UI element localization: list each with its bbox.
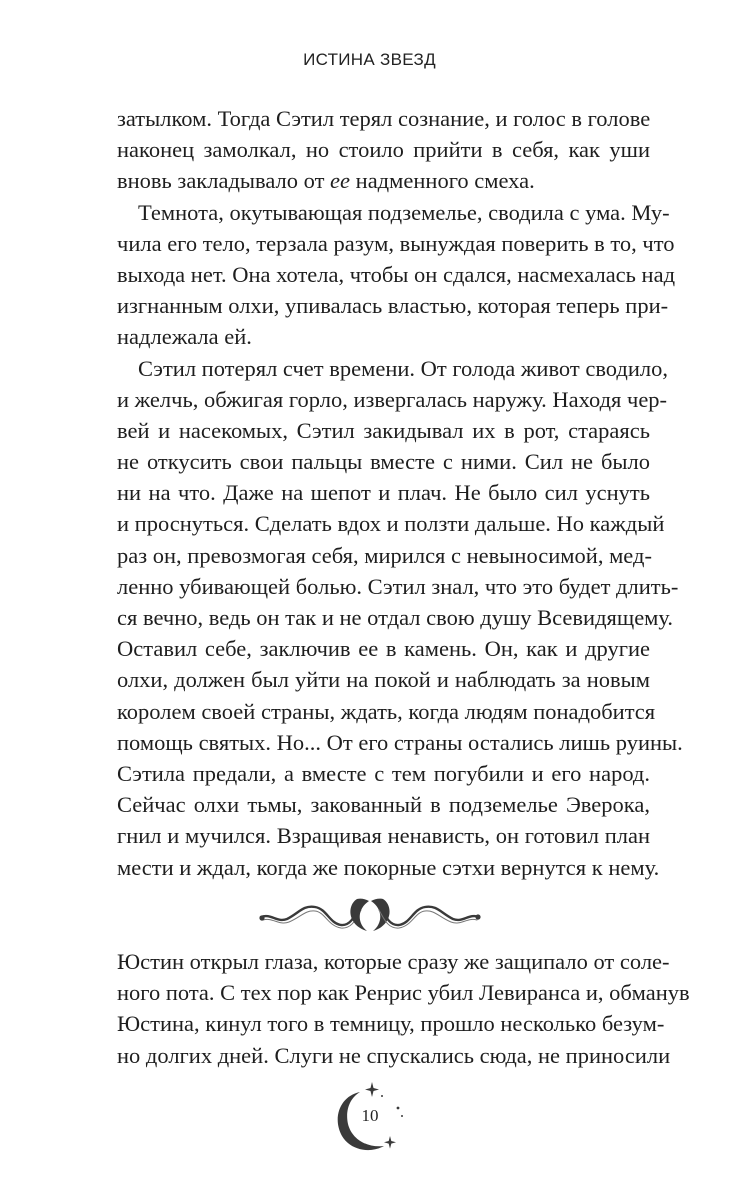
text-line: и проснуться. Сделать вдох и ползти дальше. Но каждый (117, 511, 665, 537)
text-line: Оставил себе, заключив ее в камень. Он, как и другие (117, 636, 650, 662)
text-line: ного пота. С тех пор как Ренрис убил Левиранса и, обманув (117, 980, 690, 1006)
text-line: ся вечно, ведь он так и не отдал свою душу Всевидящему. (117, 605, 674, 630)
text-line: мести и ждал, когда же покорные сэтхи вернутся к нему. (117, 854, 660, 880)
body-text-block-2 (117, 946, 690, 1071)
text-line: олхи, должен был уйти на покой и наблюдать за новым (117, 667, 650, 693)
text-line: ленно убивающей болью. Сэтил знал, что это будет длить- (117, 573, 679, 599)
page-number: 10 (361, 1106, 379, 1125)
text-line: Сейчас олхи тьмы, закованный в подземелье Эверока, (117, 792, 650, 818)
text-line: королем своей страны, ждать, когда людям понадобится (117, 698, 656, 724)
text-line: Темнота, окутывающая подземелье, сводила с ума. Му- (138, 199, 670, 225)
text-line: Сэтила предали, а вместе с тем погубили и его народ. (117, 760, 650, 786)
emphasis-word: ее (330, 168, 351, 194)
text-line: вей и насекомых, Сэтил закидывал их в рот, стараясь (117, 417, 650, 443)
text-line: выхода нет. Она хотела, чтобы он сдался, насмехалась над (117, 261, 676, 287)
text-line: изгнанным олхи, упивалась властью, которая теперь при- (117, 293, 669, 319)
snake-moon-separator-icon (257, 893, 483, 937)
text-line (117, 165, 650, 196)
text-line: помощь святых. Но... От его страны остались лишь руины. (117, 729, 683, 755)
running-title: ИСТИНА ЗВЕЗД (303, 50, 436, 69)
text-line: Сэтил потерял счет времени. От голода живот сводило, (138, 355, 668, 381)
text-line: надлежала ей. (117, 324, 252, 350)
text-line: ни на что. Даже на шепот и плач. Не было сил уснуть (117, 480, 650, 506)
text-line-post: надменного смеха. (350, 168, 535, 194)
text-line: не откусить свои пальцы вместе с ними. Сил не было (117, 449, 650, 475)
text-line: затылком. Тогда Сэтил терял сознание, и голос в голове (117, 106, 651, 131)
text-line: Юстина, кинул того в темницу, прошло несколько безум- (117, 1011, 665, 1037)
text-line: раз он, превозмогая себя, мирился с невыносимой, мед- (117, 542, 652, 568)
text-line: гнил и мучился. Взращивая ненависть, он готовил план (117, 823, 650, 849)
text-line: но долгих дней. Слуги не спускались сюда, не приносили (117, 1042, 671, 1068)
body-text-block-1 (117, 103, 683, 883)
text-line: Юстин открыл глаза, которые сразу же защипало от соле- (117, 949, 670, 974)
text-line: наконец замолкал, но стоило прийти в себя, как уши (117, 137, 650, 163)
text-line: и желчь, обжигая горло, извергалась наружу. Находя чер- (117, 386, 668, 412)
text-line-pre: вновь закладывало от (117, 168, 331, 194)
text-line: чила его тело, терзала разум, вынуждая поверить в то, что (117, 230, 675, 256)
